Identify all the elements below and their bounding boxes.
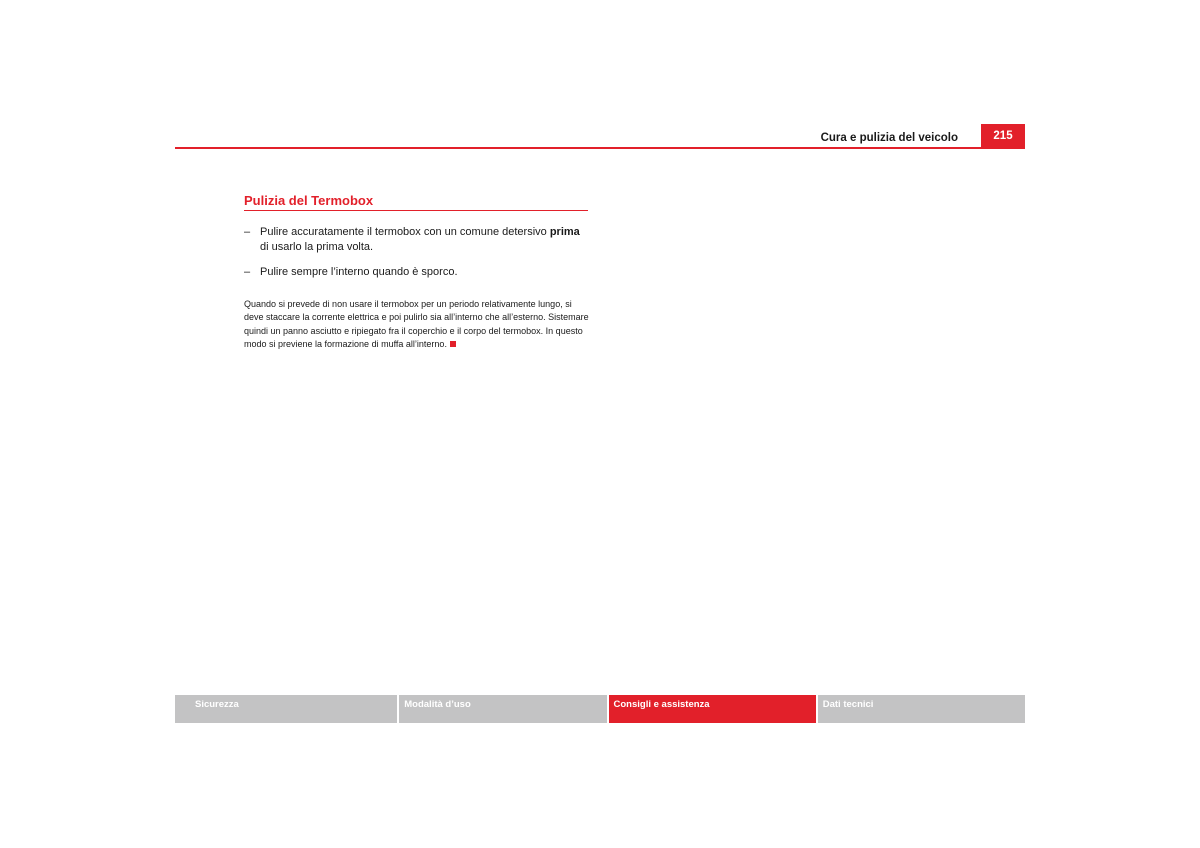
section-rule bbox=[244, 210, 588, 211]
page-number: 215 bbox=[981, 124, 1025, 148]
chapter-title: Cura e pulizia del veicolo bbox=[820, 132, 958, 144]
end-of-section-icon bbox=[450, 341, 456, 347]
bullet-text-before: Pulire sempre l’interno quando è sporco. bbox=[260, 266, 458, 278]
bullet-text-before: Pulire accuratamente il termobox con un comune detersivo bbox=[260, 226, 550, 238]
note-text: Quando si prevede di non usare il termobox per un periodo relativamente lungo, si deve staccare la corrente elettrica e poi pulirlo sia all’interno che all’esterno. Sistemare quindi un panno asciutto e ripiegato fra il coperchio e il corpo del termobox. In questo modo si previene la formazione di muffa all’interno. bbox=[244, 299, 589, 349]
footer-navigation bbox=[175, 695, 1025, 723]
tab-modalita-uso[interactable]: Modalità d’uso bbox=[399, 695, 606, 723]
tab-dati-tecnici[interactable]: Dati tecnici bbox=[818, 695, 1025, 723]
bullet-text bbox=[244, 225, 589, 255]
bullet-dash: – bbox=[244, 266, 251, 278]
bullet-item bbox=[244, 265, 589, 280]
section-title: Pulizia del Termobox bbox=[244, 193, 374, 208]
bullet-text-after: di usarlo la prima volta. bbox=[260, 241, 374, 253]
bullet-dash: – bbox=[244, 226, 251, 238]
tab-sicurezza[interactable]: Sicurezza bbox=[175, 695, 397, 723]
note-paragraph bbox=[244, 298, 592, 351]
bullet-item bbox=[244, 225, 589, 255]
tab-consigli-assistenza[interactable]: Consigli e assistenza bbox=[609, 695, 816, 723]
bullet-emphasis: prima bbox=[549, 226, 580, 238]
bullet-text bbox=[244, 265, 589, 280]
header-rule bbox=[175, 147, 1025, 149]
